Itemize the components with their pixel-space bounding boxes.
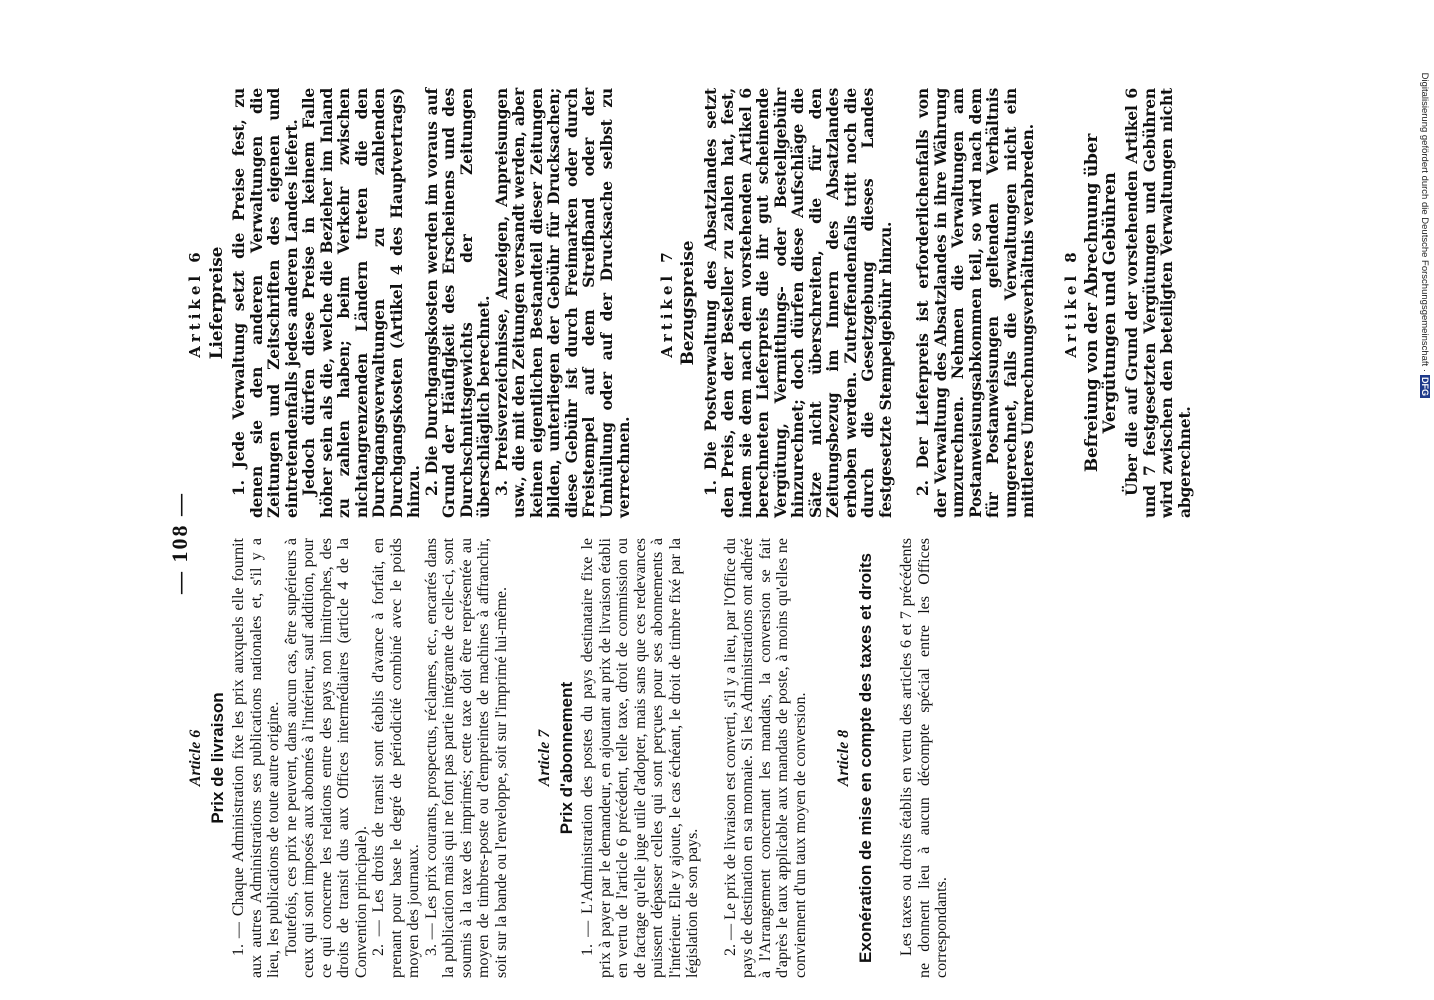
article-title: Prix d'abonnement <box>556 681 576 835</box>
german-article-7 <box>659 88 1037 518</box>
rotated-document-page <box>165 88 1194 978</box>
paragraph: Über die auf Grund der vorstehenden Artikel 6 und 7 festgesetzten Vergütungen und Gebühren wird zwischen den beteiligten Verwaltungen nicht abgerechnet. <box>1122 88 1194 518</box>
paragraph: 2. Die Durchgangskosten werden im voraus auf Grund der Häufigkeit des Erscheinens und des Durchschnittsgewichts der Zeitungen überschläglich berechnet. <box>421 88 493 518</box>
paragraph: Les taxes ou droits établis en vertu des articles 6 et 7 précédents ne donnent lieu à aucun décompte spécial entre les Offices correspondants. <box>898 538 950 978</box>
paragraph: 1. Die Postverwaltung des Absatzlandes setzt den Preis, den der Besteller zu zahlen hat, fest, indem sie dem nach dem vorstehenden Artikel 6 berechneten Lieferpreis die ihr gut scheinende Vergütung, Vermittlungs- oder Bestellgebühr hinzurechnet; doch dürfen diese Aufschläge die Sätze nicht überschreiten, die für den Zeitungsbezug im Innern des Absatzlandes erhoben werden. Zutreffendenfalls tritt noch die durch die Gesetzgebung dieses Landes festgesetzte Stempelgebühr hinzu. <box>700 88 895 518</box>
paragraph: Toutefois, ces prix ne peuvent, dans aucun cas, être supérieurs à ceux qui sont imposés aux abonnés à l'intérieur, sauf addition, pour ce qui concerne les relations entre des pays non limitrophes, des droits de transit dus aux Offices intermédiaires (article 4 de la Convention principale). <box>282 538 370 978</box>
german-article-6 <box>187 88 633 518</box>
french-column <box>187 538 955 978</box>
credit-text: Digitalisierung gefördert durch die Deutsche Forschungsgemeinschaft · <box>1419 72 1430 372</box>
page-number: — 108 — <box>167 492 192 594</box>
article-label: Artikel 6 <box>186 248 204 358</box>
german-article-8 <box>1063 88 1194 518</box>
paragraph: 3. Preisverzeichnisse, Anzeigen, Anpreisungen usw., die mit den Zeitungen versandt werden, aber keinen eigentlichen Bestandteil dieser Zeitungen bilden, unterliegen der Gebühr für Drucksachen; diese Gebühr ist durch Freimarken oder durch Freistempel auf dem Streifband oder der Umhüllung oder auf der Drucksache selbst zu verrechnen. <box>491 88 633 518</box>
french-article-7 <box>536 538 809 978</box>
paragraph: 3. — Les prix courants, prospectus, réclames, etc., encartés dans la publication mais qui ne font pas partie intégrante de celle-ci, sont soumis à la taxe des imprimés; cette taxe doit être représentée au moyen de timbres-poste ou d'empreintes de machines à affranchir, soit sur la bande ou l'enveloppe, soit sur l'imprimé lui-même. <box>422 538 510 978</box>
paragraph: 1. — L'Administration des postes du pays destinataire fixe le prix à payer par le demandeur, en ajoutant au prix de livraison établi en vertu de l'article 6 précédent, telle taxe, droit de commission ou de factage qu'elle juge utile d'adopter, mais sans que ces redevances puissent dépasser celles qui sont perçues pour ses abonnements à l'intérieur. Elle y ajoute, le cas échéant, le droit de timbre fixé par la législation de son pays. <box>579 538 701 978</box>
article-title: Exonération de mise en compte des taxes et droits <box>855 552 875 964</box>
article-label: Article 8 <box>835 729 852 787</box>
paragraph: Jedoch dürfen diese Preise in keinem Falle höher sein als die, welche die Bezieher im Inland zu zahlen haben; beim Verkehr zwischen nichtangrenzenden Ländern treten die den Durchgangsverwaltungen zu zahlenden Durchgangskosten (Artikel 4 des Hauptvertrags) hinzu. <box>299 88 423 518</box>
article-label: Article 7 <box>536 729 553 787</box>
digitization-credit <box>1416 8 1430 398</box>
paragraph: 2. — Les droits de transit sont établis d'avance à forfait, en prenant pour base le degré de périodicité combiné avec le poids moyen des journaux. <box>370 538 422 978</box>
article-title: Lieferpreise <box>206 246 227 360</box>
article-label: Artikel 7 <box>657 248 676 358</box>
article-label: Artikel 8 <box>1061 248 1080 358</box>
french-article-8 <box>835 538 951 978</box>
article-title: Prix de livraison <box>207 692 227 824</box>
article-label: Article 6 <box>187 729 204 787</box>
article-title: Bezugspreise <box>678 240 698 366</box>
german-column <box>187 88 1197 518</box>
french-article-6 <box>187 538 510 978</box>
dfg-logo: DFG <box>1420 377 1430 396</box>
paragraph: 2. — Le prix de livraison est converti, s'il y a lieu, par l'Office du pays de destination en sa monnaie. Si les Administrations ont adhéré à l'Arrangement concernant les mandats, la conversion se fait d'après le taux applicable aux mandats de poste, à moins qu'elles ne conviennent d'un taux moyen de conversion. <box>721 538 809 978</box>
paragraph: 2. Der Lieferpreis ist erforderlichenfalls von der Verwaltung des Absatzlandes in ihre Währung umzurechnen. Nehmen die Verwaltungen am Postanweisungsabkommen teil, so wird nach dem für Postanweisungen geltenden Verhältnis umgerechnet, falls die Verwaltungen nicht ein mittleres Umrechnungsverhältnis verabreden. <box>913 88 1037 518</box>
article-title: Befreiung von der Abrechnung über Vergütungen und Gebühren <box>1082 133 1120 473</box>
paragraph: 1. — Chaque Administration fixe les prix auxquels elle fournit aux autres Administrations ses publications nationales et, s'il y a lieu, les publications de toute autre origine. <box>230 538 282 978</box>
paragraph: 1. Jede Verwaltung setzt die Preise fest, zu denen sie den anderen Verwaltungen die Zeitungen und Zeitschriften des eigenen und eintretendenfalls jedes anderen Landes liefert. <box>229 88 301 518</box>
credit-text-container <box>1419 8 1430 398</box>
